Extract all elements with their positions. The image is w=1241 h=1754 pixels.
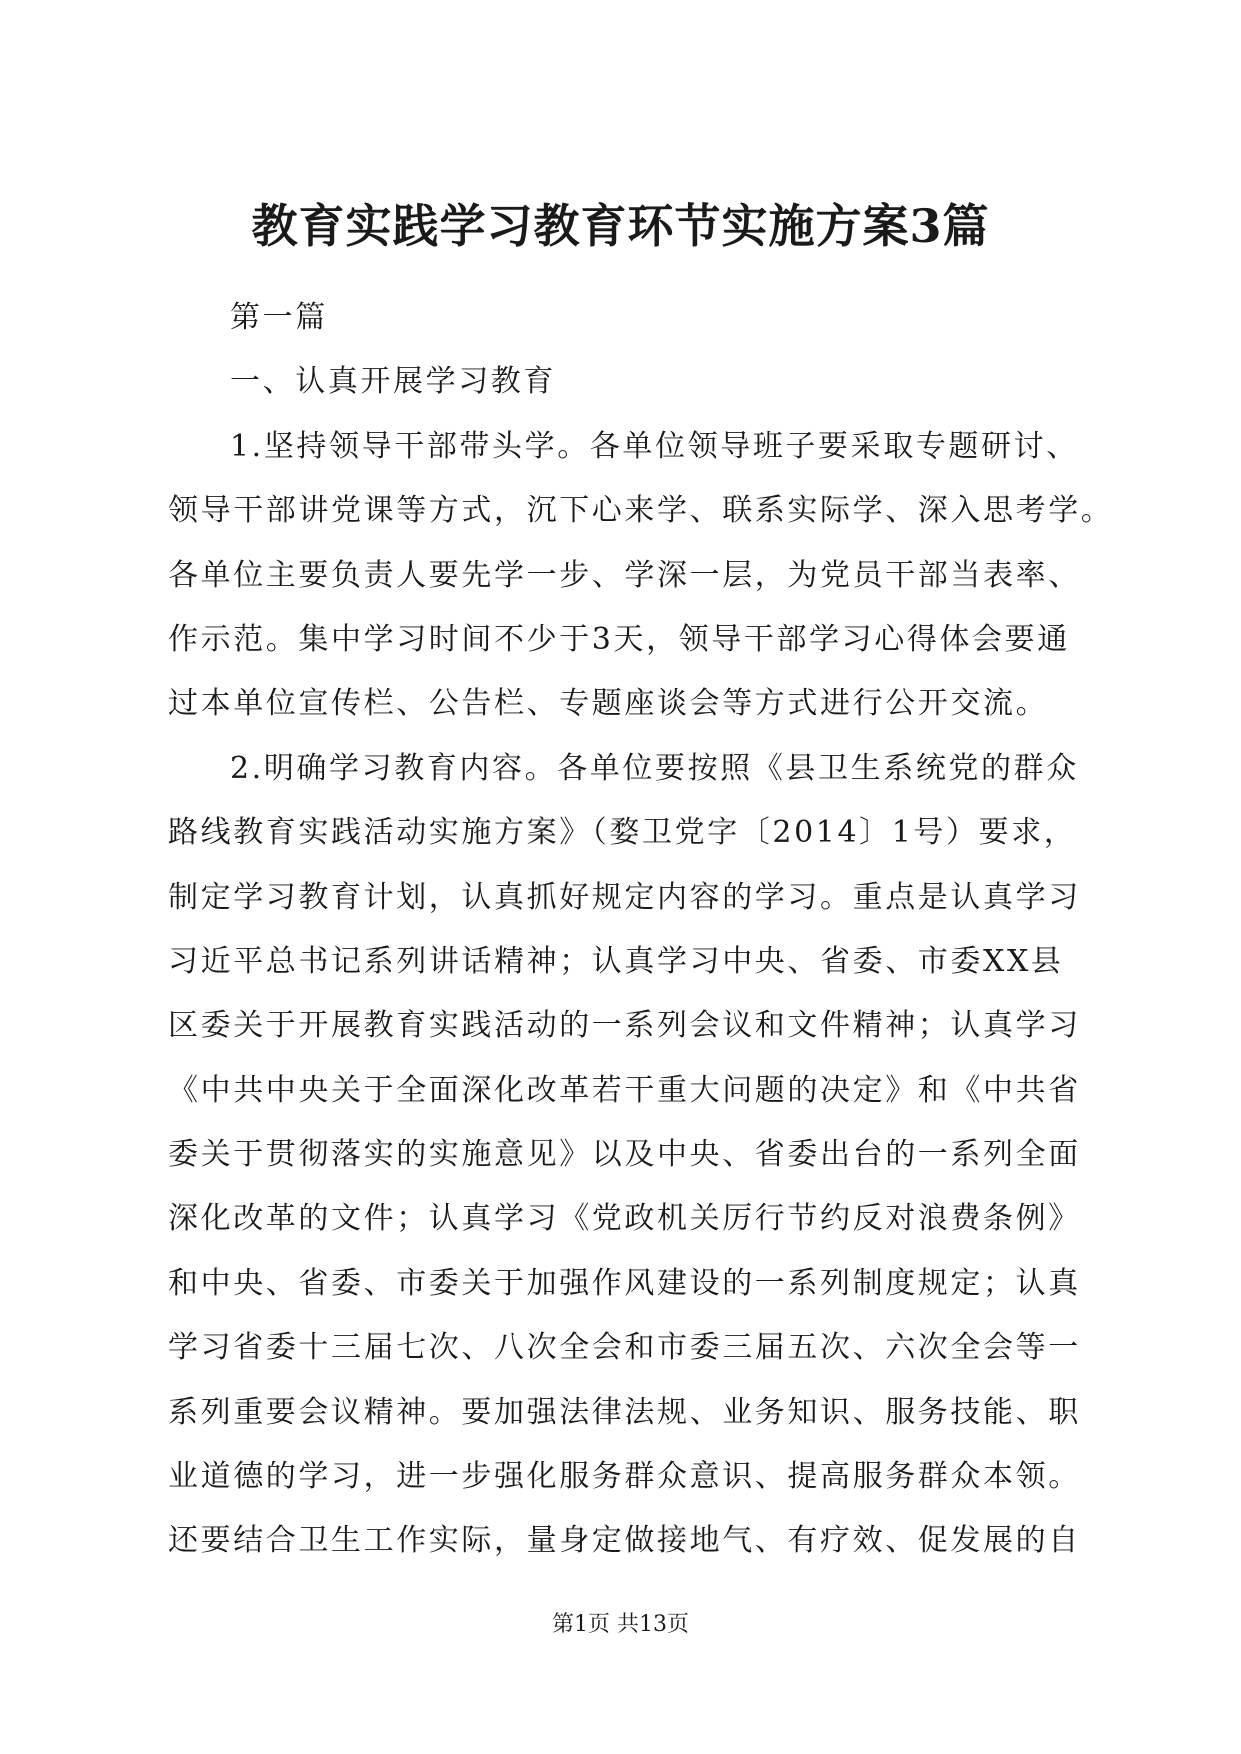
body-line: 1.坚持领导干部带头学。各单位领导班子要采取专题研讨、 — [230, 428, 1079, 464]
document-title: 教育实践学习教育环节实施方案3篇 — [251, 199, 990, 253]
page-number: 第1页 共13页 — [552, 1612, 689, 1637]
body-line: 各单位主要负责人要先学一步、学深一层，为党员干部当表率、 — [168, 557, 1081, 593]
body-line: 和中央、省委、市委关于加强作风建设的一系列制度规定；认真 — [168, 1265, 1081, 1301]
body-line: 制定学习教育计划，认真抓好规定内容的学习。重点是认真学习 — [168, 879, 1081, 915]
body-line: 路线教育实践活动实施方案》（婺卫党字〔2014〕1号）要求， — [168, 815, 1077, 851]
body-line: 系列重要会议精神。要加强法律法规、业务知识、服务技能、职 — [168, 1394, 1081, 1430]
body-line: 区委关于开展教育实践活动的一系列会议和文件精神；认真学习 — [168, 1008, 1081, 1044]
body-line: 委关于贯彻落实的实施意见》以及中央、省委出台的一系列全面 — [168, 1137, 1081, 1173]
body-line: 过本单位宣传栏、公告栏、专题座谈会等方式进行公开交流。 — [168, 686, 1049, 722]
body-line: 习近平总书记系列讲话精神；认真学习中央、省委、市委XX县 — [168, 943, 1064, 979]
body-line: 2.明确学习教育内容。各单位要按照《县卫生系统党的群众 — [230, 750, 1079, 786]
body-line: 领导干部讲党课等方式，沉下心来学、联系实际学、深入思考学。 — [168, 493, 1114, 529]
body-line: 还要结合卫生工作实际，量身定做接地气、有疗效、促发展的自 — [168, 1523, 1081, 1559]
body-line: 业道德的学习，进一步强化服务群众意识、提高服务群众本领。 — [168, 1459, 1081, 1495]
body-line: 学习省委十三届七次、八次全会和市委三届五次、六次全会等一 — [168, 1330, 1081, 1366]
document-body — [168, 286, 1114, 1574]
part-heading: 第一篇 — [230, 300, 328, 335]
body-line: 《中共中央关于全面深化改革若干重大问题的决定》和《中共省 — [168, 1072, 1081, 1108]
body-line: 深化改革的文件；认真学习《党政机关厉行节约反对浪费条例》 — [168, 1201, 1081, 1237]
section-heading: 一、认真开展学习教育 — [230, 364, 556, 400]
body-line: 作示范。集中学习时间不少于3天，领导干部学习心得体会要通 — [168, 621, 1070, 657]
